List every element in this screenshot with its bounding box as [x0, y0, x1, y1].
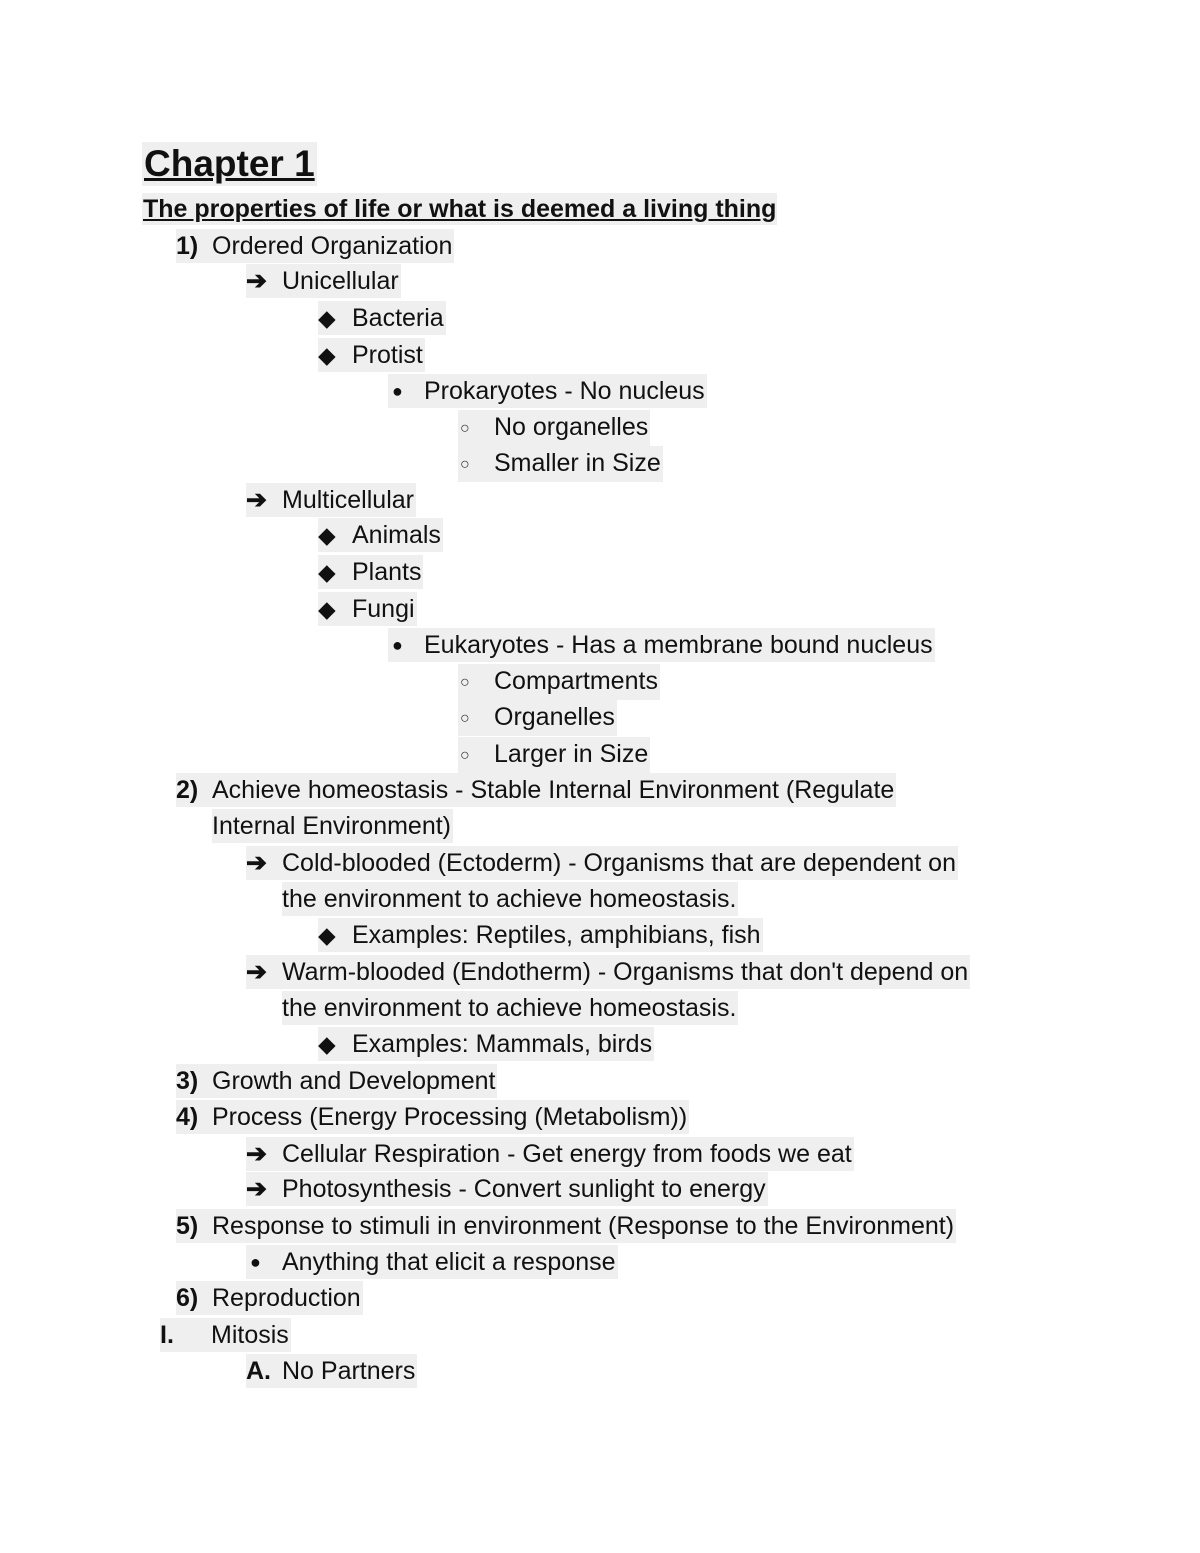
arrow-icon: ➔ — [246, 267, 267, 295]
list-item-text: Bacteria — [352, 304, 444, 332]
list-item-text: Organelles — [494, 703, 615, 731]
bullet-icon: ● — [392, 635, 403, 655]
list-item-eukaryotes — [388, 628, 935, 662]
circle-bullet-icon: ○ — [460, 674, 470, 691]
list-item-plants — [318, 555, 423, 589]
list-item-text: Examples: Mammals, birds — [352, 1030, 653, 1058]
list-item-text: Achieve homeostasis - Stable Internal Environment (Regulate — [212, 776, 895, 804]
diamond-icon: ◆ — [318, 522, 336, 548]
list-item-text: Photosynthesis - Convert sunlight to energy — [282, 1175, 766, 1203]
list-number: 5) — [176, 1212, 199, 1240]
list-item-photosynthesis — [246, 1172, 768, 1206]
list-item-3 — [176, 1064, 497, 1098]
list-item-text: Cold-blooded (Ectoderm) - Organisms that are dependent on — [282, 849, 956, 877]
list-item-larger — [458, 737, 650, 773]
list-item-2-continued — [212, 809, 453, 843]
chapter-title: Chapter 1 — [144, 143, 315, 184]
list-number: 1) — [176, 232, 199, 260]
arrow-icon: ➔ — [246, 849, 267, 877]
list-item-warm-blooded — [246, 955, 970, 989]
list-item-cold-blooded-continued — [282, 882, 738, 916]
list-item-alpha-a — [246, 1354, 417, 1388]
list-item-compartments — [458, 664, 660, 700]
list-item-roman-1 — [160, 1318, 291, 1352]
list-item-text: Mitosis — [211, 1321, 289, 1349]
diamond-icon: ◆ — [318, 922, 336, 948]
circle-bullet-icon: ○ — [460, 456, 470, 473]
list-item-unicellular — [246, 264, 401, 298]
list-item-multicellular — [246, 483, 416, 517]
list-item-text: Compartments — [494, 667, 658, 695]
list-item-text: Fungi — [352, 595, 415, 623]
list-item-text: Examples: Reptiles, amphibians, fish — [352, 921, 761, 949]
list-item-text: Unicellular — [282, 267, 399, 295]
diamond-icon: ◆ — [318, 305, 336, 331]
list-item-fungi — [318, 592, 417, 626]
list-item-prokaryotes — [388, 374, 707, 408]
list-item-animals — [318, 518, 443, 552]
list-item-text: Internal Environment) — [212, 812, 452, 840]
list-item-bacteria — [318, 301, 446, 335]
list-item-text: Plants — [352, 558, 422, 586]
arrow-icon: ➔ — [246, 1140, 267, 1168]
list-number: A. — [246, 1357, 271, 1385]
list-item-4 — [176, 1100, 689, 1134]
arrow-icon: ➔ — [246, 486, 267, 514]
list-number: I. — [160, 1321, 174, 1349]
list-item-text: No Partners — [282, 1357, 416, 1385]
list-item-no-organelles — [458, 410, 650, 446]
list-item-cold-examples — [318, 918, 763, 952]
list-item-text: Process (Energy Processing (Metabolism)) — [212, 1103, 688, 1131]
list-item-text: Warm-blooded (Endotherm) - Organisms that don't depend on — [282, 958, 969, 986]
circle-bullet-icon: ○ — [460, 747, 470, 764]
circle-bullet-icon: ○ — [460, 710, 470, 727]
list-item-2 — [176, 773, 896, 807]
list-item-text: Ordered Organization — [212, 232, 453, 260]
list-item-text: Larger in Size — [494, 740, 649, 768]
list-item-1 — [176, 229, 454, 263]
list-item-text: Anything that elicit a response — [282, 1248, 616, 1276]
list-item-text: Protist — [352, 341, 423, 369]
list-item-warm-examples — [318, 1027, 654, 1061]
list-item-6 — [176, 1281, 363, 1315]
list-item-elicit — [246, 1245, 618, 1279]
list-item-text: the environment to achieve homeostasis. — [282, 994, 737, 1022]
list-item-protist — [318, 338, 425, 372]
list-item-cellular-respiration — [246, 1137, 854, 1171]
arrow-icon: ➔ — [246, 958, 267, 986]
diamond-icon: ◆ — [318, 559, 336, 585]
list-number: 4) — [176, 1103, 199, 1131]
list-item-text: Response to stimuli in environment (Response to the Environment) — [212, 1212, 955, 1240]
bullet-icon: ● — [392, 381, 403, 401]
list-item-text: Eukaryotes - Has a membrane bound nucleus — [424, 631, 933, 659]
list-item-text: Smaller in Size — [494, 449, 661, 477]
bullet-icon: ● — [250, 1252, 261, 1272]
arrow-icon: ➔ — [246, 1175, 267, 1203]
list-number: 3) — [176, 1067, 199, 1095]
list-item-warm-blooded-continued — [282, 991, 738, 1025]
list-item-text: No organelles — [494, 413, 649, 441]
list-number: 6) — [176, 1284, 199, 1312]
list-item-smaller — [458, 446, 663, 482]
diamond-icon: ◆ — [318, 342, 336, 368]
list-item-organelles — [458, 700, 617, 736]
list-item-text: Reproduction — [212, 1284, 361, 1312]
list-item-text: Cellular Respiration - Get energy from foods we eat — [282, 1140, 852, 1168]
list-item-text: Multicellular — [282, 486, 414, 514]
list-item-text: Growth and Development — [212, 1067, 496, 1095]
section-subtitle: The properties of life or what is deemed a living thing — [143, 195, 777, 223]
diamond-icon: ◆ — [318, 1031, 336, 1057]
list-item-cold-blooded — [246, 846, 958, 880]
list-number: 2) — [176, 776, 199, 804]
list-item-text: the environment to achieve homeostasis. — [282, 885, 737, 913]
circle-bullet-icon: ○ — [460, 420, 470, 437]
list-item-text: Animals — [352, 521, 441, 549]
diamond-icon: ◆ — [318, 596, 336, 622]
list-item-5 — [176, 1209, 956, 1243]
list-item-text: Prokaryotes - No nucleus — [424, 377, 705, 405]
